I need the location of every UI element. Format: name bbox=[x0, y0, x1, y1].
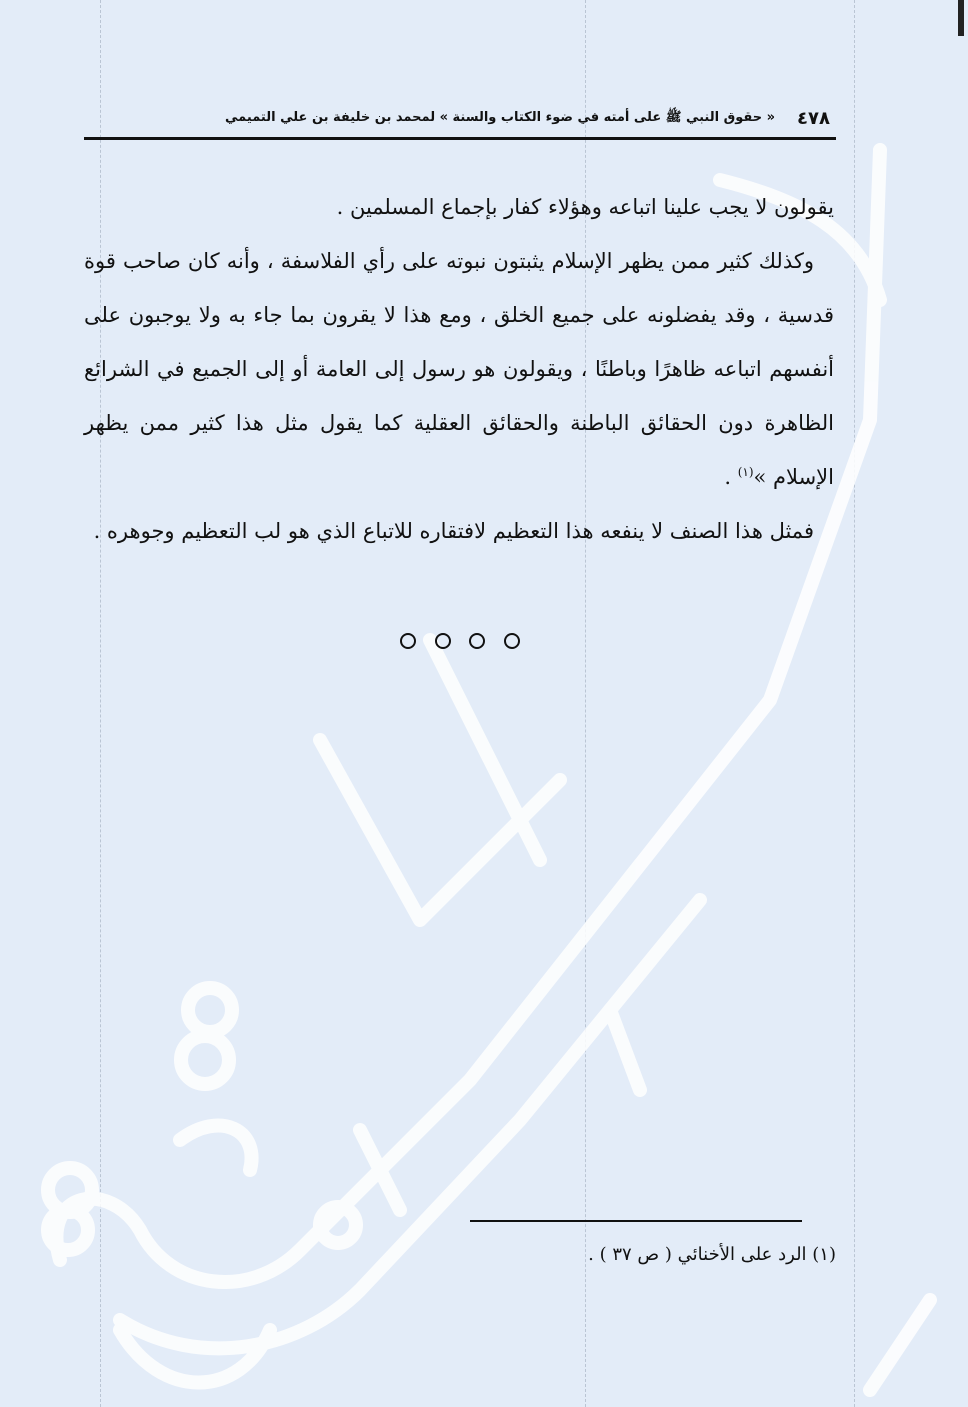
paragraph-3: فمثل هذا الصنف لا ينفعه هذا التعظيم لافتقاره للاتباع الذي هو لب التعظيم وجوهره . bbox=[93, 519, 814, 543]
paragraph-1: يقولون لا يجب علينا اتباعه وهؤلاء كفار بإجماع المسلمين . bbox=[336, 195, 834, 219]
footnote-ref: (١) bbox=[737, 465, 754, 479]
header-title: « حقوق النبي ﷺ على أمته في ضوء الكتاب والسنة » لمحمد بن خليفة بن علي التميمي bbox=[225, 109, 776, 125]
circle-icon bbox=[435, 633, 451, 649]
body-text bbox=[84, 180, 834, 558]
paragraph-2-text: وكذلك كثير ممن يظهر الإسلام يثبتون نبوته على رأي الفلاسفة ، وأنه كان صاحب قوة قدسية ، وقد يفضلونه على جميع الخلق ، ومع هذا لا يقرون بما جاء به ولا يوجبون على أنفسهم اتباعه ظاهرًا وباطنًا ، ويقولون هو رسول إلى العامة أو إلى الجميع في الشرائع الظاهرة دون الحقائق الباطنة والحقائق العقلية كما يقول مثل هذا كثير ممن يظهر الإسلام » bbox=[84, 249, 834, 489]
header-rule bbox=[84, 137, 836, 140]
footnote: (١) الرد على الأخنائي ( ص ٣٧ ) . bbox=[588, 1244, 836, 1265]
section-separator bbox=[400, 626, 520, 656]
footnote-rule bbox=[470, 1220, 802, 1222]
paragraph-2 bbox=[84, 234, 834, 504]
circle-icon bbox=[504, 633, 520, 649]
running-header bbox=[84, 104, 836, 132]
page-number: ٤٧٨ bbox=[797, 107, 830, 129]
circle-icon bbox=[400, 633, 416, 649]
circle-icon bbox=[469, 633, 485, 649]
paragraph-2-end: . bbox=[724, 465, 738, 489]
